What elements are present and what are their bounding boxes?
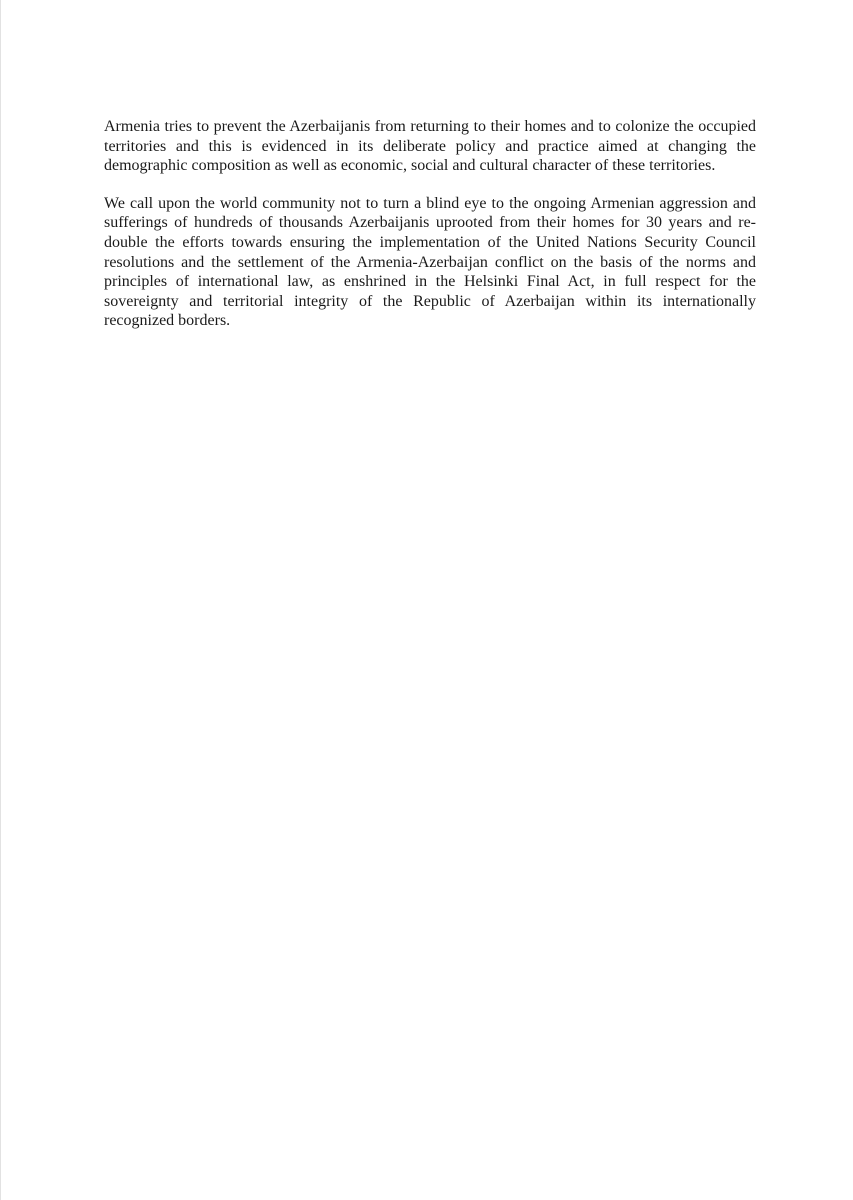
- document-body: [104, 117, 756, 349]
- paragraph-call-to-world-community: We call upon the world community not to turn a blind eye to the ongoing Armenian aggression and sufferings of hundreds of thousands Azerbaijanis uprooted from their homes for 30 years and re-double the efforts towards ensuring the implementation of the United Nations Security Council resolutions and the settlement of the Armenia-Azerbaijan conflict on the basis of the norms and principles of international law, as enshrined in the Helsinki Final Act, in full respect for the sovereignty and territorial integrity of the Republic of Azerbaijan within its internationally recognized borders.: [104, 194, 756, 330]
- paragraph-colonization: Armenia tries to prevent the Azerbaijanis from returning to their homes and to colonize the occupied territories and this is evidenced in its deliberate policy and practice aimed at changing the demographic composition as well as economic, social and cultural character of these territories.: [104, 118, 756, 175]
